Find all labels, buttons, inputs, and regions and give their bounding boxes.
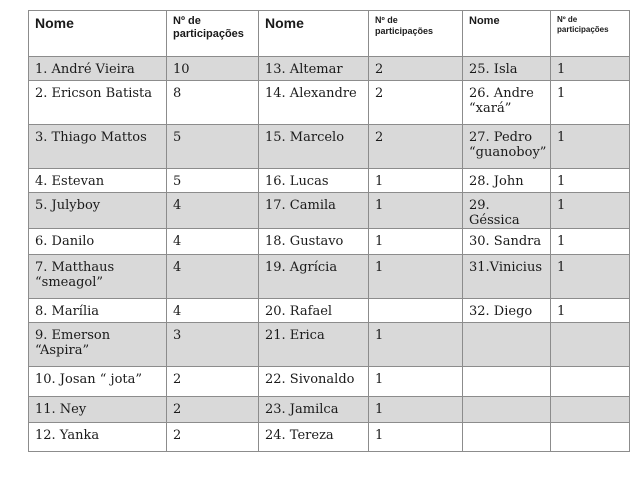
- cell-name: 26. Andre “xará”: [463, 81, 551, 125]
- header-count-3: Nº de participações: [551, 11, 630, 57]
- table-row: [29, 423, 630, 452]
- cell-name: 15. Marcelo: [259, 125, 369, 169]
- cell-name: 17. Camila: [259, 193, 369, 229]
- cell-name: 10. Josan “ jota”: [29, 367, 167, 397]
- cell-count: 8: [167, 81, 259, 125]
- cell-count: 1: [369, 169, 463, 193]
- table-row: [29, 397, 630, 423]
- table-row: [29, 57, 630, 81]
- cell-count: 10: [167, 57, 259, 81]
- cell-count: 1: [369, 397, 463, 423]
- cell-name: 27. Pedro “guanoboy”: [463, 125, 551, 169]
- table-row: [29, 169, 630, 193]
- cell-count: 3: [167, 323, 259, 367]
- header-count-2: Nº de participações: [369, 11, 463, 57]
- cell-name: [463, 397, 551, 423]
- cell-count: 1: [551, 255, 630, 299]
- cell-count: 2: [369, 125, 463, 169]
- cell-count: 1: [551, 57, 630, 81]
- cell-count: 1: [551, 169, 630, 193]
- cell-name: 14. Alexandre: [259, 81, 369, 125]
- table-row: [29, 299, 630, 323]
- cell-count: 1: [551, 81, 630, 125]
- cell-count: 2: [167, 397, 259, 423]
- cell-count: 2: [167, 423, 259, 452]
- header-name-2: Nome: [259, 11, 369, 57]
- cell-count: [551, 423, 630, 452]
- cell-name: [463, 423, 551, 452]
- cell-name: 12. Yanka: [29, 423, 167, 452]
- cell-name: 1. André Vieira: [29, 57, 167, 81]
- cell-name: 3. Thiago Mattos: [29, 125, 167, 169]
- cell-count: 1: [551, 125, 630, 169]
- header-name-1: Nome: [29, 11, 167, 57]
- table-row: [29, 323, 630, 367]
- participants-table: [28, 10, 630, 452]
- cell-count: 1: [369, 323, 463, 367]
- cell-name: 22. Sivonaldo: [259, 367, 369, 397]
- table-row: [29, 125, 630, 169]
- cell-count: 2: [369, 57, 463, 81]
- cell-count: 1: [551, 299, 630, 323]
- cell-name: 7. Matthaus “smeagol”: [29, 255, 167, 299]
- cell-count: 4: [167, 193, 259, 229]
- cell-count: [369, 299, 463, 323]
- cell-name: 19. Agrícia: [259, 255, 369, 299]
- cell-name: 20. Rafael: [259, 299, 369, 323]
- cell-count: [551, 323, 630, 367]
- cell-count: 1: [551, 229, 630, 255]
- header-count-1: Nº de participações: [167, 11, 259, 57]
- cell-count: 1: [369, 229, 463, 255]
- cell-name: 31.Vinicius: [463, 255, 551, 299]
- cell-name: 28. John: [463, 169, 551, 193]
- cell-count: 2: [167, 367, 259, 397]
- cell-name: 8. Marília: [29, 299, 167, 323]
- cell-count: 1: [369, 193, 463, 229]
- cell-count: [551, 367, 630, 397]
- cell-name: 6. Danilo: [29, 229, 167, 255]
- cell-count: 1: [369, 423, 463, 452]
- table-row: [29, 81, 630, 125]
- cell-name: 23. Jamilca: [259, 397, 369, 423]
- cell-count: 1: [551, 193, 630, 229]
- cell-name: 32. Diego: [463, 299, 551, 323]
- cell-count: 1: [369, 255, 463, 299]
- table-row: [29, 367, 630, 397]
- header-name-3: Nome: [463, 11, 551, 57]
- cell-name: [463, 323, 551, 367]
- cell-name: 9. Emerson “Aspira”: [29, 323, 167, 367]
- cell-name: 13. Altemar: [259, 57, 369, 81]
- cell-count: 4: [167, 229, 259, 255]
- cell-name: 16. Lucas: [259, 169, 369, 193]
- cell-name: 25. Isla: [463, 57, 551, 81]
- header-row: [29, 11, 630, 57]
- cell-count: 4: [167, 255, 259, 299]
- cell-name: 2. Ericson Batista: [29, 81, 167, 125]
- cell-count: 1: [369, 367, 463, 397]
- cell-name: 11. Ney: [29, 397, 167, 423]
- table-row: [29, 255, 630, 299]
- cell-count: [551, 397, 630, 423]
- table-row: [29, 229, 630, 255]
- cell-count: 4: [167, 299, 259, 323]
- cell-name: 24. Tereza: [259, 423, 369, 452]
- cell-name: 29. Géssica: [463, 193, 551, 229]
- cell-name: 4. Estevan: [29, 169, 167, 193]
- cell-name: 21. Erica: [259, 323, 369, 367]
- cell-count: 2: [369, 81, 463, 125]
- cell-count: 5: [167, 125, 259, 169]
- cell-name: 5. Julyboy: [29, 193, 167, 229]
- cell-count: 5: [167, 169, 259, 193]
- cell-name: 30. Sandra: [463, 229, 551, 255]
- table-row: [29, 193, 630, 229]
- cell-name: 18. Gustavo: [259, 229, 369, 255]
- cell-name: [463, 367, 551, 397]
